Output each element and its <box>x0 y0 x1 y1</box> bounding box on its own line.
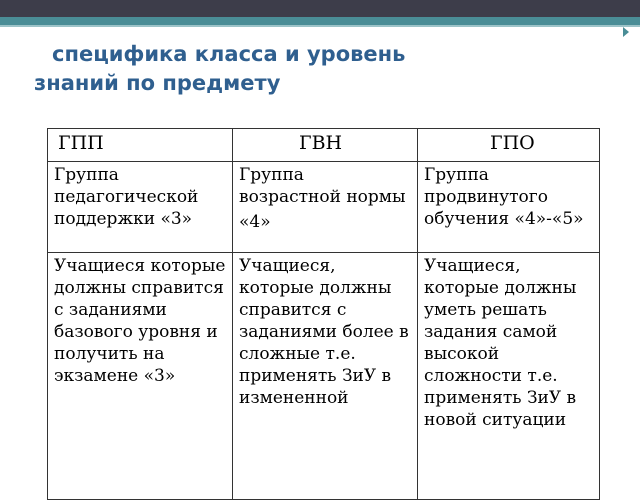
header-band-accent <box>0 25 640 27</box>
table-header-row <box>48 129 600 162</box>
group-cell-gpp: Группа педагогической поддержки «3» <box>48 162 233 253</box>
header-band-dark <box>0 0 640 17</box>
header-cell-gvn: ГВН <box>233 129 418 162</box>
group-cell-gpo: Группа продвинутого обучения «4»-«5» <box>418 162 600 253</box>
group-grade-gvn: «4» <box>239 212 271 232</box>
slide-title <box>34 40 594 98</box>
corner-arrow-icon <box>623 27 629 37</box>
description-cell-gpo: Учащиеся, которые должны уметь решать задания самой высокой сложности т.е. применять ЗиУ в новой ситуации <box>418 253 600 500</box>
slide-title-line-1: специфика класса и уровень <box>52 42 406 66</box>
table-row-descriptions <box>48 253 600 500</box>
student-levels-table <box>47 128 600 500</box>
header-cell-gpo: ГПО <box>418 129 600 162</box>
slide-title-line-2: знаний по предмету <box>34 71 281 95</box>
description-cell-gpp: Учащиеся которые должны справится с заданиями базового уровня и получить на экзамене «3» <box>48 253 233 500</box>
header-cell-gpp: ГПП <box>48 129 233 162</box>
description-cell-gvn: Учащиеся, которые должны справится с заданиями более в сложные т.е. применять ЗиУ в измененной <box>233 253 418 500</box>
group-name-gvn: Группа возрастной нормы <box>239 165 406 207</box>
group-cell-gvn <box>233 162 418 253</box>
table-row-groups <box>48 162 600 253</box>
header-band-teal <box>0 17 640 25</box>
